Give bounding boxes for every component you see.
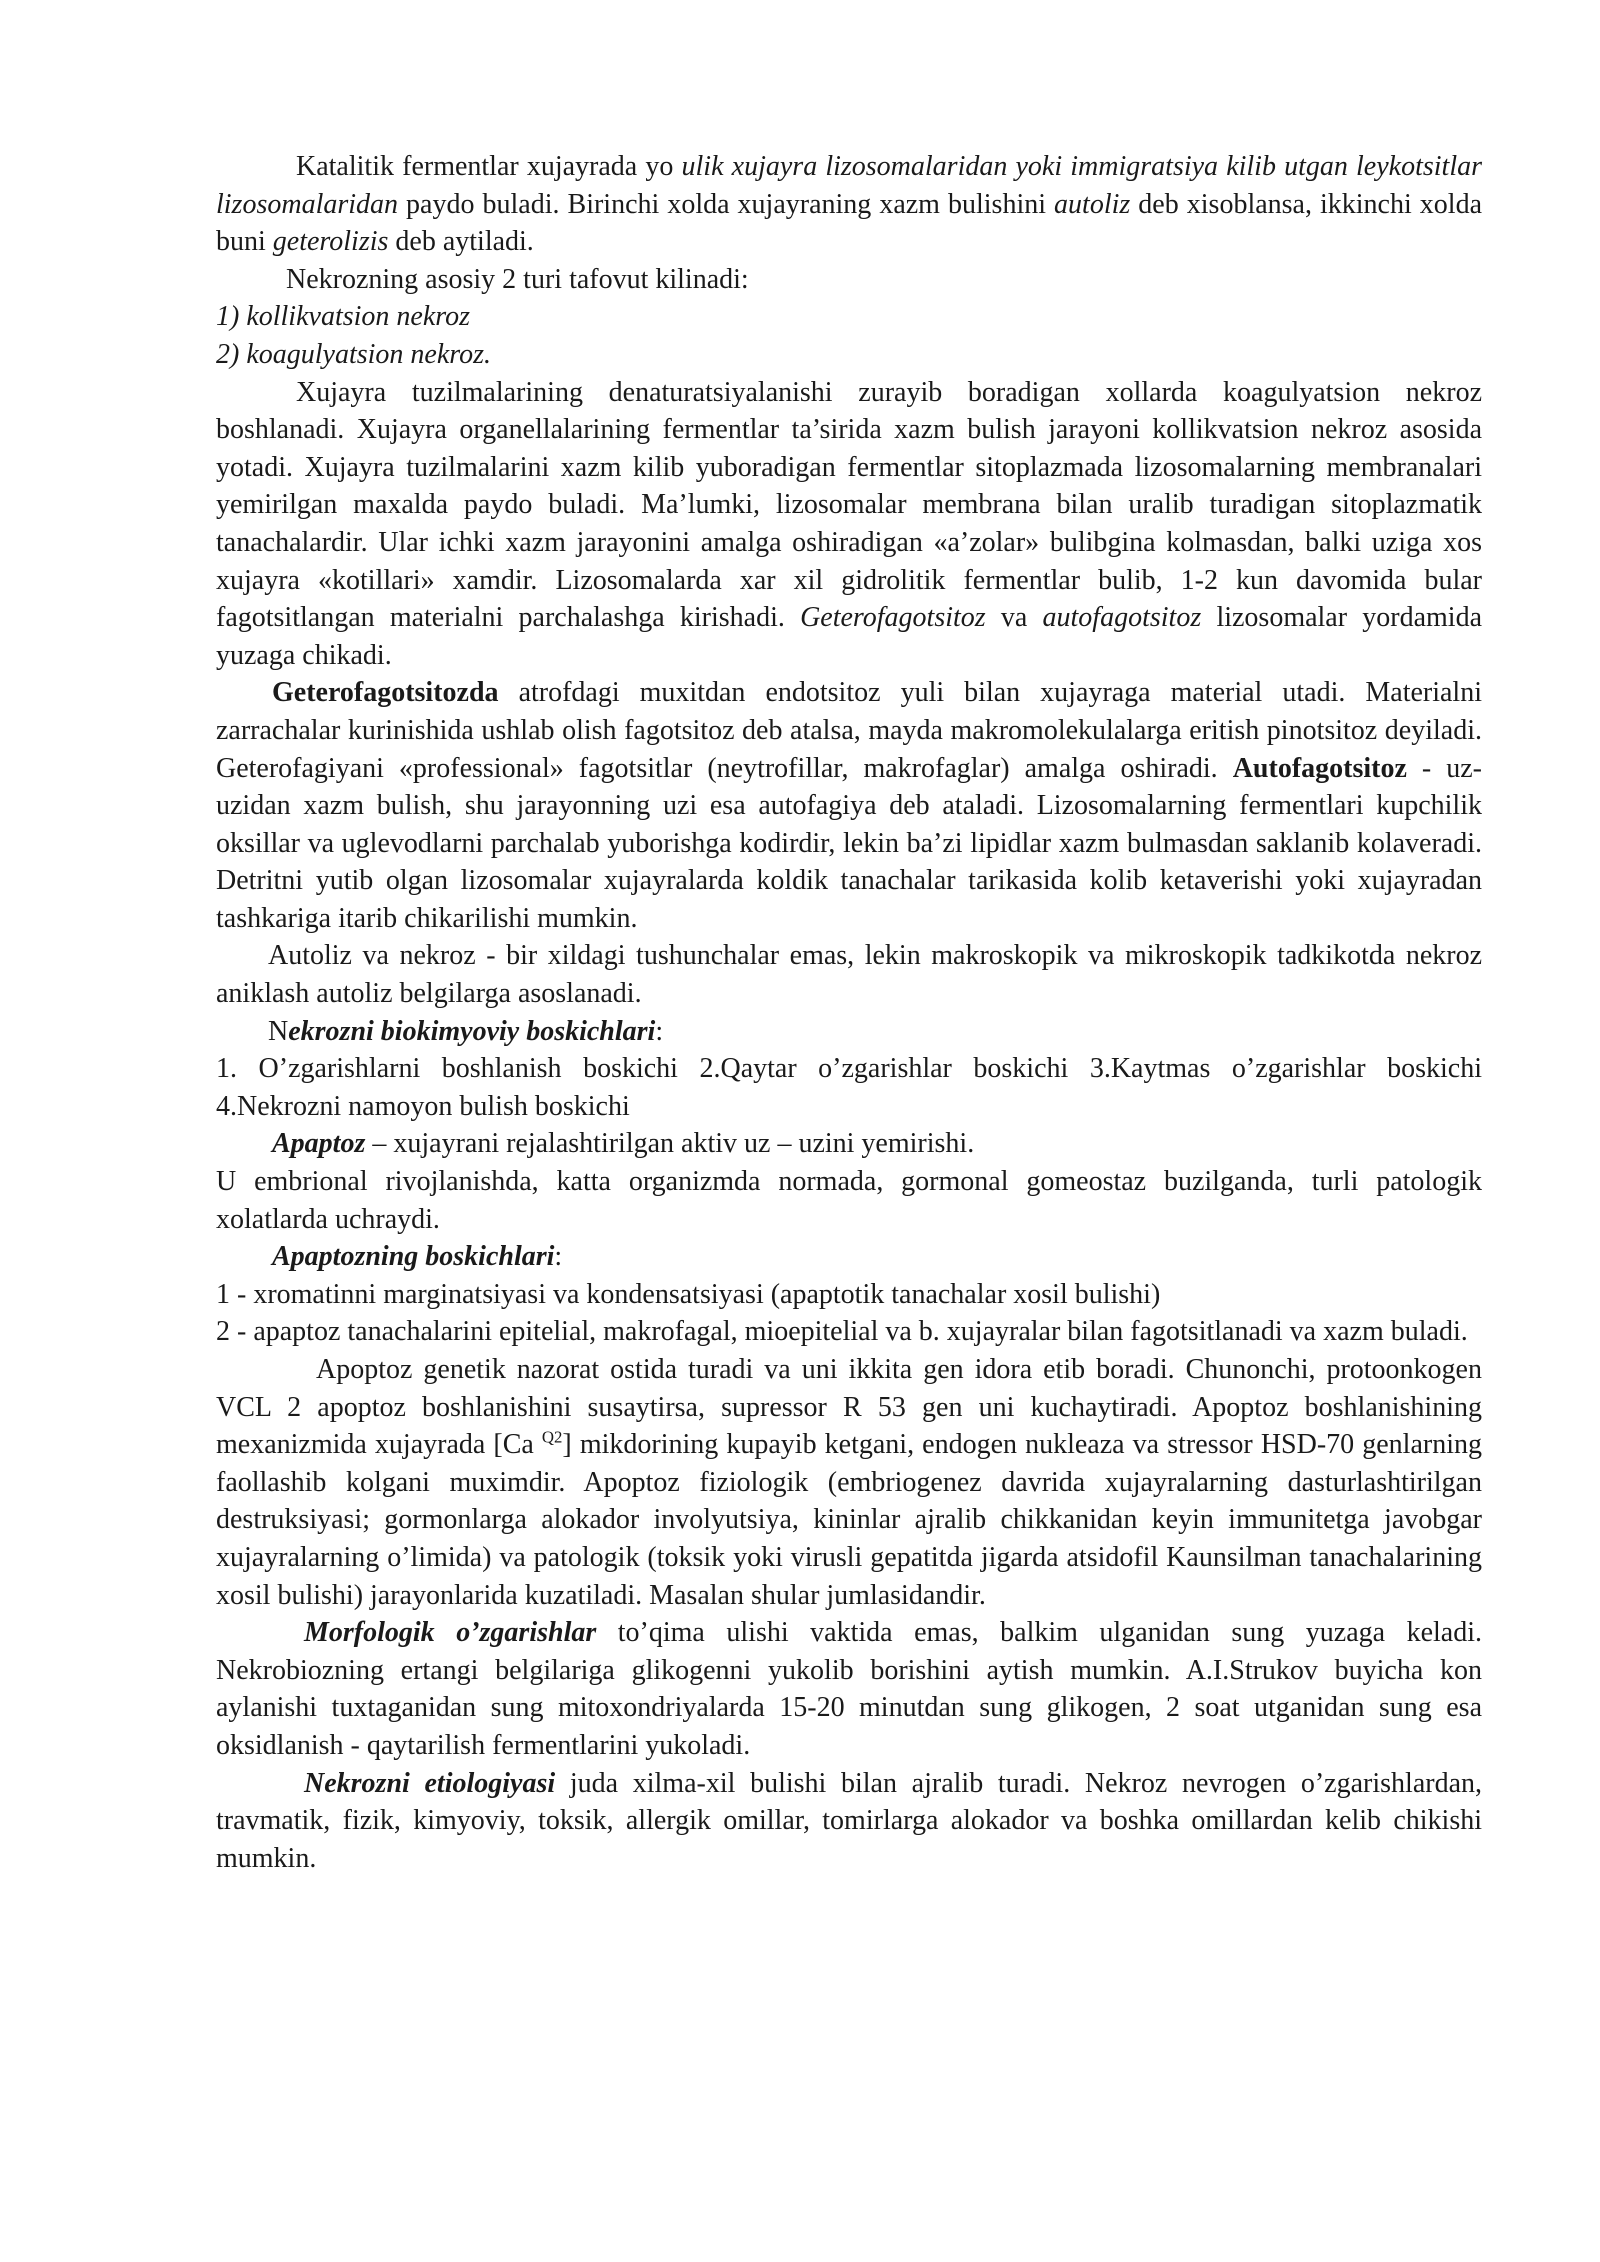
paragraph-denaturation — [216, 374, 1482, 675]
paragraph-apaptoz-occurrence: U embrional rivojlanishda, katta organizmda normada, gormonal gomeostaz buzilganda, turli patologik xolatlarda uchraydi. — [216, 1166, 1482, 1235]
paragraph-apaptoz-stage-1: 1 - xromatinni marginatsiyasi va kondensatsiyasi (apaptotik tanachalar xosil bulishi) — [216, 1278, 1161, 1310]
heading-apaptoz-stages — [216, 1238, 1482, 1276]
paragraph-geterofagotsitoz — [216, 674, 1482, 937]
paragraph-apaptoz-stage-2: 2 - apaptoz tanachalarini epitelial, makrofagal, mioepitelial va b. xujayralar bilan fagotsitlanadi va xazm buladi. — [216, 1316, 1468, 1348]
bold-italic-term: Apaptoz — [272, 1128, 366, 1160]
text: Xujayra tuzilmalarining denaturatsiyalanishi zurayib boradigan xollarda koagulyatsion nekroz boshlanadi. Xujayra organellalarining fermentlar ta’sirida xazm bulish jarayoni kollikvatsion nekroz asosida yotadi. Xujayra tuzilmalarini xazm kilib yuboradigan fermentlar sitoplazmada lizosomalarning membranalari yemirilgan maxalda paydo buladi. Ma’lumki, lizosomalar membrana bilan uralib turadigan sitoplazmatik tanachalardir. Ular ichki xazm jarayonini amalga oshiradigan «a’zolar» bulibgina kolmasdan, balki uziga xos xujayra «kotillari» xamdir. Lizosomalarda xar xil gidrolitik fermentlar bulib, 1-2 kun davomida bular fagotsitlangan materialni parchalashga kirishadi. — [216, 376, 1482, 634]
bold-term: Autofagotsitoz — [1232, 752, 1407, 784]
text: N — [268, 1015, 289, 1047]
paragraph-catalytic-enzymes — [216, 148, 1482, 261]
paragraph-apoptoz-genetic — [216, 1351, 1482, 1614]
text: – xujayrani rejalashtirilgan aktiv uz – uzini yemirishi. — [365, 1128, 975, 1160]
text: deb xisoblansa, ikkinchi xolda buni — [216, 188, 1483, 258]
list-item-text: 1) kollikvatsion nekroz — [216, 301, 471, 333]
italic-text: ulik xujayra lizosomalaridan yoki immigratsiya kilib utgan leykotsitlar lizosomalaridan — [216, 151, 1483, 220]
document-body — [216, 148, 1482, 1877]
paragraph-apaptoz-definition — [216, 1125, 1482, 1163]
text: to’qima ulishi vaktida emas, balkim ulganidan sung yuzaga keladi. Nekrobiozning ertangi belgilariga glikogenni yukolib borishini aytish mumkin. A.I.Strukov buyicha kon aylanishi tuxtaganidan sung mitoxondriyalarda 15-20 minutdan sung glikogen, 2 soat utganidan sung esa oksidlanish - qaytarilish fermentlarini yukoladi. — [216, 1617, 1483, 1761]
bold-term: Geterofagotsitozda — [272, 677, 499, 709]
bold-italic-heading: Apaptozning boskichlari — [272, 1241, 555, 1273]
text: juda xilma-xil bulishi bilan ajralib turadi. Nekroz nevrogen o’zgarishlardan, travmatik, fizik, kimyoviy, toksik, allergik omillar, tomirlarga alokador va boshka omillardan kelib chikishi mumkin. — [216, 1767, 1482, 1874]
paragraph-necrosis-etiology — [216, 1765, 1482, 1878]
paragraph-necrosis-types-intro: Nekrozning asosiy 2 turi tafovut kilinadi: — [286, 263, 749, 295]
text: : — [655, 1015, 664, 1047]
text: Katalitik fermentlar xujayrada yo — [296, 151, 682, 182]
superscript: Q2 — [541, 1427, 563, 1447]
text: deb aytiladi. — [388, 226, 534, 258]
text: - uz-uzidan xazm bulish, shu jarayonning uzi esa autofagiya deb ataladi. Lizosomalarning fermentlari kupchilik oksillar va uglevodlarni parchalab yuborishga kodirdir, lekin ba’zi lipidlar xazm bulmasdan saklanib kolaveradi. Detritni yutib olgan lizosomalar xujayralarda koldik tanachalar tarikasida kolib ketaverishi yoki xujayradan tashkariga itarib chikarilishi mumkin. — [216, 752, 1482, 934]
bold-italic-term: Nekrozni etiologiyasi — [304, 1767, 556, 1799]
text: Apoptoz genetik nazorat ostida turadi va uni ikkita gen idora etib boradi. Chunonchi, protoonkogen VCL 2 apoptoz boshlanishini susaytirsa, supressor R 53 gen uni kuchaytiradi. Apoptoz boshlanishining mexanizmida xujayrada [Ca — [216, 1354, 1482, 1461]
heading-biochemical-stages — [216, 1013, 1482, 1051]
text: lizosomalar yordamida yuzaga chikadi. — [216, 602, 1482, 671]
list-item-koagulyatsion — [216, 336, 1482, 374]
bold-italic-term: Morfologik o’zgarishlar — [304, 1617, 597, 1649]
italic-term-autoliz: autoliz — [1054, 188, 1131, 220]
text: : — [554, 1241, 563, 1273]
list-item-text: 2) koagulyatsion nekroz. — [216, 338, 492, 370]
paragraph-stages-list: 1. O’zgarishlarni boshlanish boskichi 2.Qaytar o’zgarishlar boskichi 3.Kaytmas o’zgarishlar boskichi 4.Nekrozni namoyon bulish boskichi — [216, 1053, 1482, 1122]
text: atrofdagi muxitdan endotsitoz yuli bilan xujayraga material utadi. Materialni zarrachalar kurinishida ushlab olish fagotsitoz deb atalsa, mayda makromolekulalarga eritish pinotsitoz deyiladi. Geterofagiyani «professional» fagotsitlar (neytrofillar, makrofaglar) amalga oshiradi. — [216, 677, 1482, 784]
italic-term: autofagotsitoz — [1042, 602, 1202, 634]
text: ] mikdorining kupayib ketgani, endogen nukleaza va stressor HSD-70 genlarning faollashib kolgani muximdir. Apoptoz fiziologik (embriogenez davrida xujayralarning dasturlashtirilgan destruksiyasi; gormonlarga alokador involyutsiya, kininlar ajralib chikkanidan keyin immunitetga javobgar xujayralarning o’limida) va patologik (toksik yoki virusli gepatitda jigarda atsidofil Kaunsilman tanachalarining xosil bulishi) jarayonlarida kuzatiladi. Masalan shular jumlasidandir. — [216, 1429, 1482, 1611]
bold-italic-heading: ekrozni biokimyoviy boskichlari — [288, 1015, 656, 1047]
text: va — [985, 602, 1043, 634]
italic-term: Geterofagotsitoz — [800, 602, 986, 634]
paragraph-morphological-changes — [216, 1614, 1482, 1764]
text: paydo buladi. Birinchi xolda xujayraning xazm bulishini — [398, 188, 1055, 220]
paragraph-autoliz-nekroz: Autoliz va nekroz - bir xildagi tushunchalar emas, lekin makroskopik va mikroskopik tadkikotda nekroz aniklash autoliz belgilarga asoslanadi. — [216, 940, 1482, 1010]
italic-term-geterolizis: geterolizis — [272, 226, 389, 258]
list-item-kollikvatsion — [216, 298, 1482, 336]
